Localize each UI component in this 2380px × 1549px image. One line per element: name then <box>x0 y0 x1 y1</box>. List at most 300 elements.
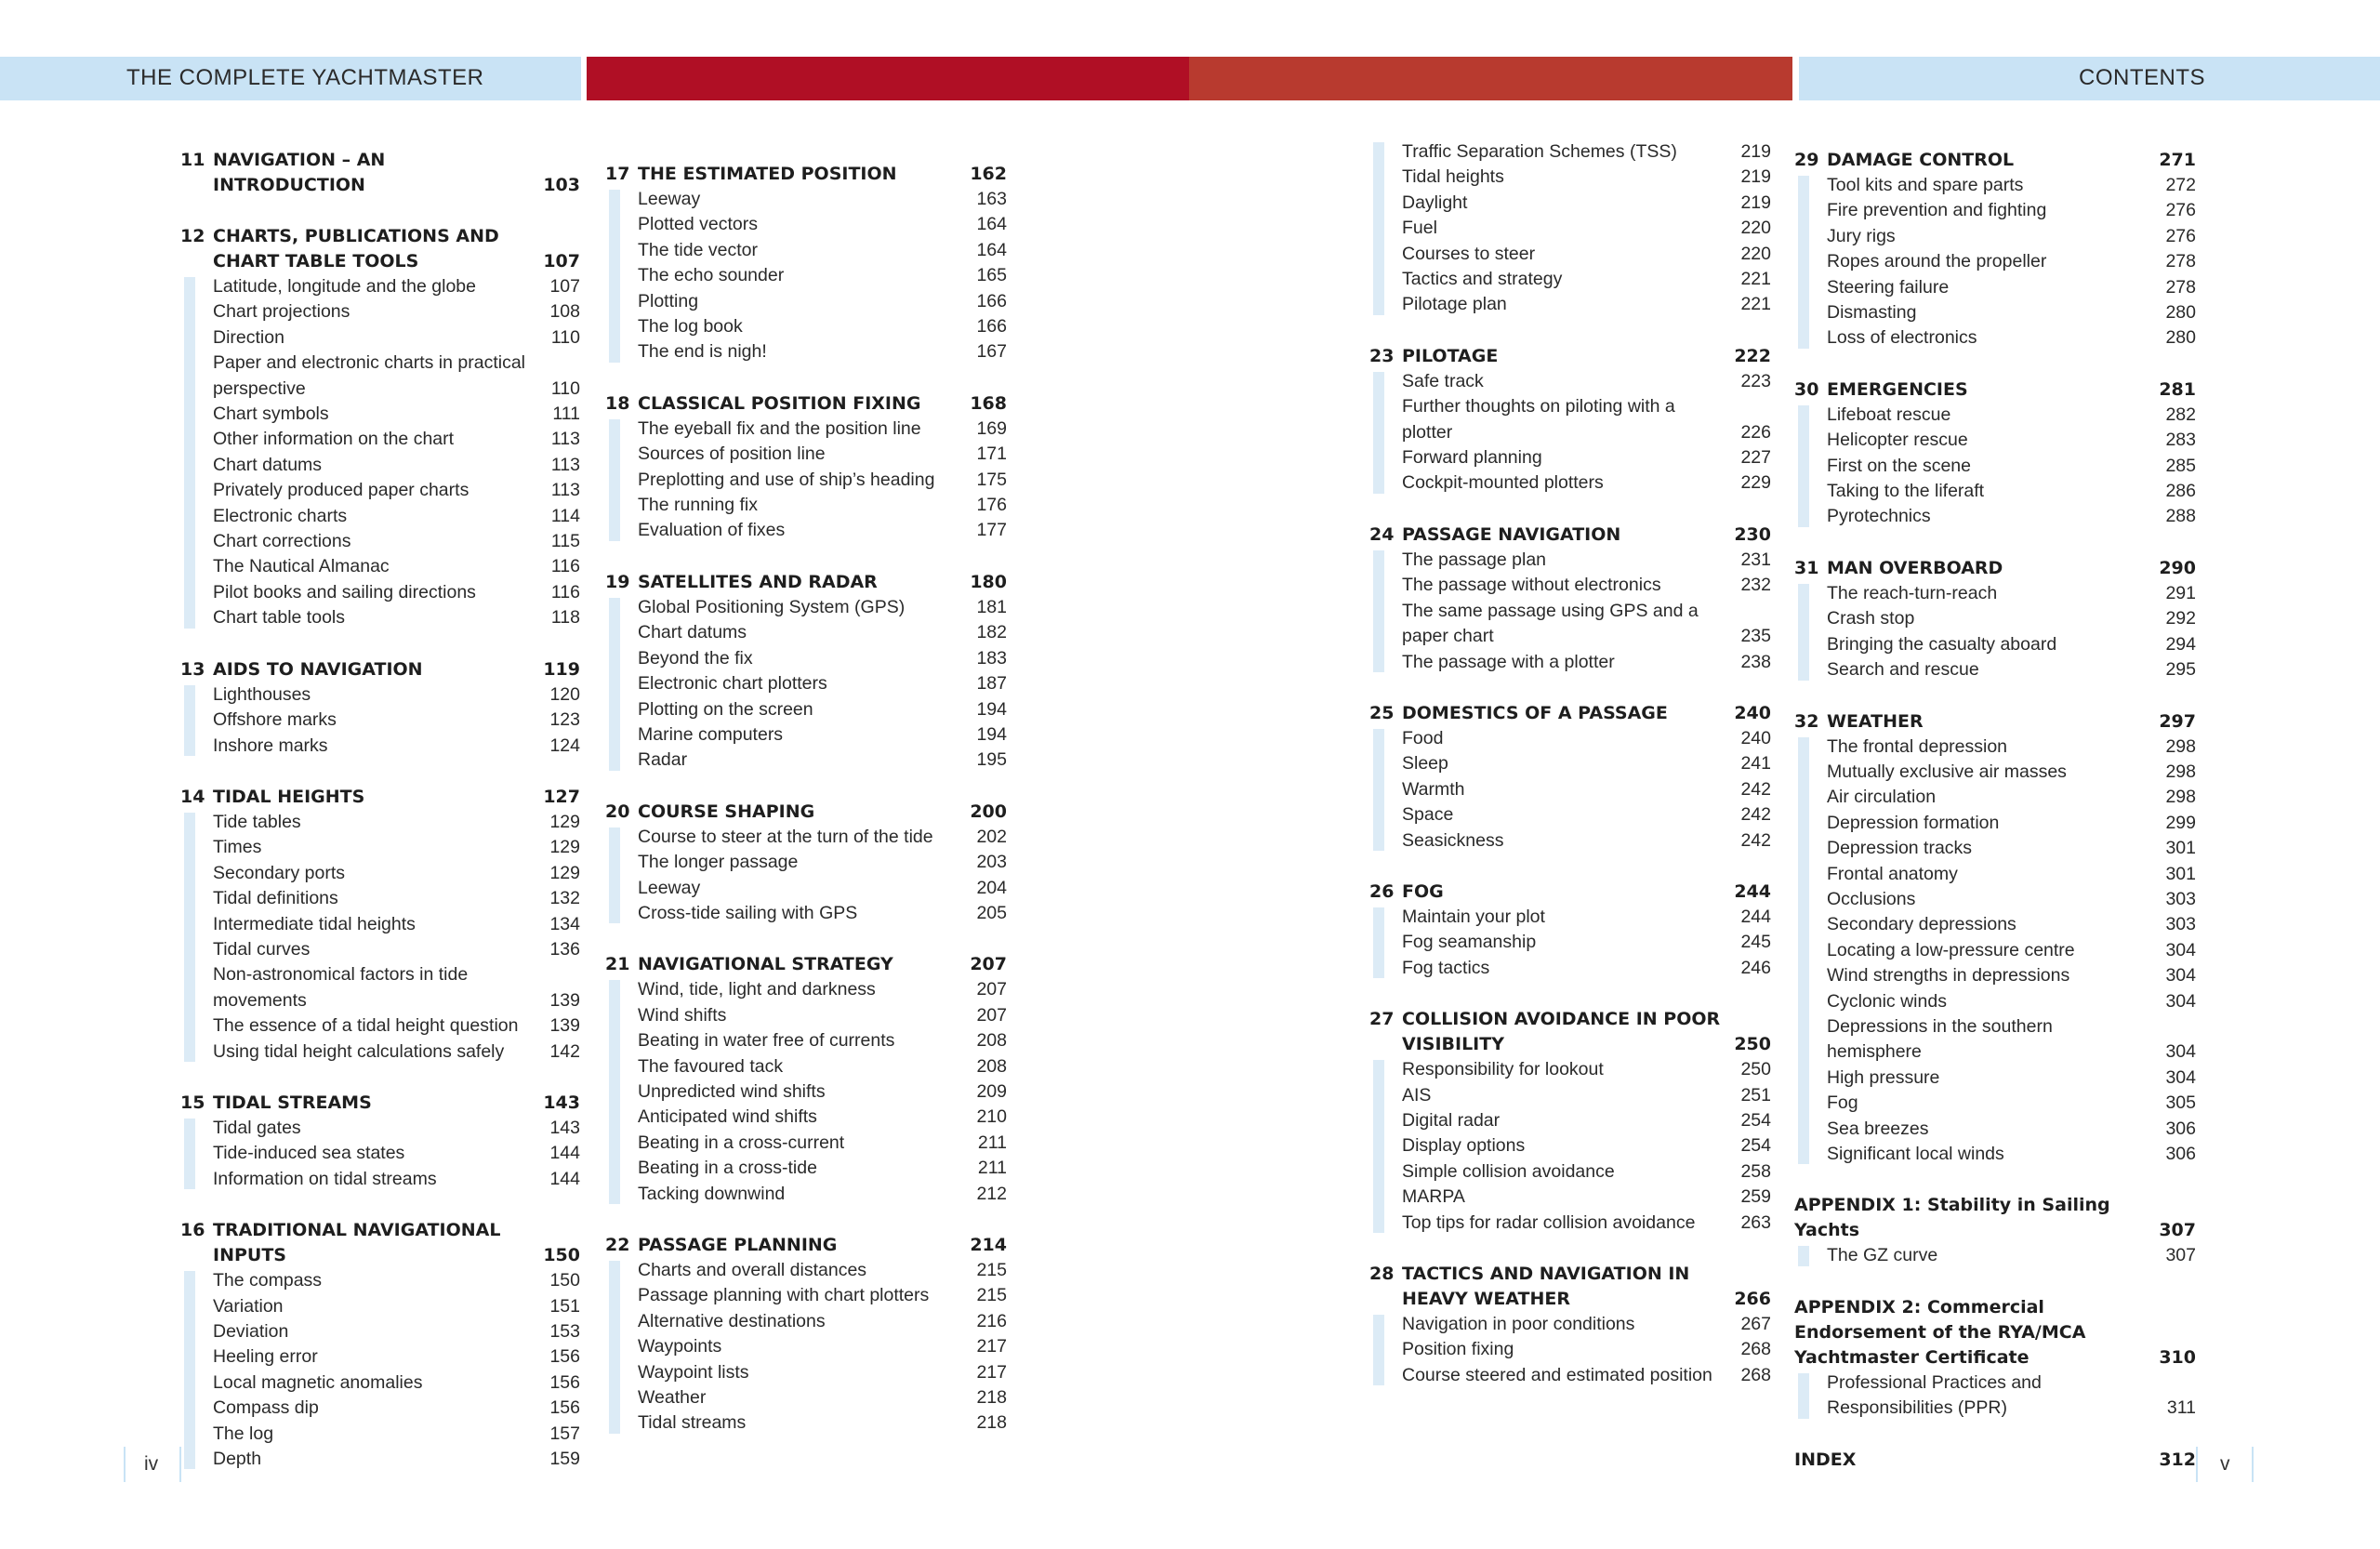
toc-entry <box>638 314 1007 339</box>
entry-page: 163 <box>976 189 1007 209</box>
book-title: THE COMPLETE YACHTMASTER <box>126 65 484 90</box>
toc-entry <box>1402 242 1771 267</box>
chapter-page: 297 <box>2159 710 2196 732</box>
chapter-number: 27 <box>1369 1009 1395 1030</box>
section-title: CONTENTS <box>2079 65 2205 90</box>
toc-entry <box>638 620 1007 645</box>
entry-title: Pyrotechnics <box>1827 506 1931 527</box>
entry-title: Plotted vectors <box>638 214 758 235</box>
entry-title: Safe track <box>1402 370 1484 391</box>
chapter-page: 310 <box>2159 1346 2196 1368</box>
entry-title: Tide tables <box>213 811 301 832</box>
entry-page: 299 <box>2165 812 2196 833</box>
entry-title: Fog <box>1827 1092 1858 1114</box>
chapter-heading <box>1794 709 2196 735</box>
chapter-title: APPENDIX 1: Stability in Sailing Yachts <box>1794 1195 2110 1241</box>
entry-title: Chart table tools <box>213 607 345 629</box>
entry-list <box>609 825 1007 927</box>
entry-page: 153 <box>549 1321 580 1342</box>
entry-page: 156 <box>549 1397 580 1419</box>
chapter-number: 29 <box>1794 150 1819 170</box>
toc-section <box>605 162 1007 365</box>
entry-title: Non-astronomical factors in tide movements <box>213 964 469 1011</box>
toc-entry <box>638 1360 1007 1385</box>
toc-entry <box>1402 1337 1771 1362</box>
toc-entry <box>1402 267 1771 292</box>
entry-title: Beating in water free of currents <box>638 1030 895 1052</box>
entry-page: 164 <box>976 214 1007 235</box>
entry-title: Fire prevention and fighting <box>1827 200 2047 221</box>
toc-entry <box>638 1385 1007 1410</box>
entry-page: 212 <box>976 1183 1007 1204</box>
entry-title: Preplotting and use of ship’s heading <box>638 469 935 490</box>
entry-page: 245 <box>1740 932 1771 953</box>
chapter-page: 266 <box>1734 1289 1771 1309</box>
entry-title: Helicopter rescue <box>1827 430 1968 451</box>
entry-list <box>1373 369 1771 496</box>
entry-title: Depth <box>213 1449 262 1470</box>
entry-page: 276 <box>2165 225 2196 246</box>
toc-entry <box>213 861 580 886</box>
toc-entry <box>213 1116 580 1141</box>
entry-page: 263 <box>1740 1211 1771 1233</box>
entry-list <box>1373 1312 1771 1388</box>
entry-page: 283 <box>2165 430 2196 451</box>
entry-title: Fog tactics <box>1402 957 1490 978</box>
entry-page: 298 <box>2165 787 2196 808</box>
chapter-heading <box>605 570 1007 595</box>
toc-entry <box>213 682 580 708</box>
entry-title: Leeway <box>638 189 701 209</box>
entry-title: Information on tidal streams <box>213 1168 437 1189</box>
toc-entry <box>1402 216 1771 241</box>
entry-title: Weather <box>638 1387 707 1409</box>
toc-entry <box>213 402 580 427</box>
toc-entry <box>213 453 580 478</box>
chapter-heading <box>605 1233 1007 1258</box>
toc-entry <box>213 554 580 579</box>
toc-entry <box>1402 1185 1771 1210</box>
entry-page: 123 <box>549 709 580 731</box>
entry-title: Other information on the chart <box>213 429 455 450</box>
entry-title: Professional Practices and Responsibilities (PPR) <box>1827 1371 2042 1419</box>
entry-page: 124 <box>549 735 580 756</box>
toc-entry <box>638 238 1007 263</box>
entry-list <box>609 1258 1007 1436</box>
entry-page: 175 <box>976 469 1007 490</box>
toc-section <box>1369 344 1771 496</box>
entry-list <box>1373 726 1771 854</box>
entry-title: Anticipated wind shifts <box>638 1106 817 1128</box>
entry-page: 215 <box>976 1260 1007 1280</box>
entry-title: Chart datums <box>638 622 747 643</box>
chapter-number: 23 <box>1369 345 1395 366</box>
chapter-page: 222 <box>1734 345 1771 366</box>
chapter-number: 28 <box>1369 1264 1395 1284</box>
header-band-red <box>587 57 1189 100</box>
toc-entry <box>638 339 1007 364</box>
toc-entry <box>1402 650 1771 675</box>
chapter-page: 103 <box>543 175 580 195</box>
chapter-title: SATELLITES AND RADAR <box>638 571 878 592</box>
entry-page: 203 <box>976 852 1007 873</box>
entry-title: Jury rigs <box>1827 225 1896 246</box>
entry-title: Tactics and strategy <box>1402 269 1563 290</box>
entry-page: 207 <box>976 979 1007 1000</box>
entry-list <box>1373 139 1771 318</box>
entry-page: 171 <box>976 444 1007 465</box>
entry-title: The GZ curve <box>1827 1245 1938 1266</box>
entry-page: 108 <box>549 301 580 323</box>
entry-page: 208 <box>976 1030 1007 1052</box>
toc-entry <box>1827 504 2196 529</box>
entry-page: 204 <box>976 877 1007 898</box>
toc-entry <box>1402 726 1771 751</box>
chapter-page: 214 <box>970 1235 1007 1255</box>
entry-list <box>1798 1243 2196 1268</box>
toc-entry <box>1402 445 1771 470</box>
entry-page: 304 <box>2165 1066 2196 1088</box>
chapter-page: 168 <box>970 392 1007 414</box>
toc-entry <box>1827 403 2196 428</box>
entry-page: 115 <box>550 531 580 552</box>
entry-page: 216 <box>976 1310 1007 1331</box>
entry-page: 285 <box>2165 455 2196 476</box>
chapter-page: 230 <box>1734 523 1771 545</box>
entry-page: 244 <box>1740 906 1771 927</box>
toc-entry <box>1827 300 2196 325</box>
chapter-number: 12 <box>180 226 205 246</box>
toc-column-3 <box>1369 139 1771 1388</box>
toc-section <box>180 224 580 631</box>
toc-entry <box>638 1156 1007 1181</box>
toc-entry <box>1827 887 2196 912</box>
entry-title: The same passage using GPS and a paper chart <box>1402 600 1699 647</box>
chapter-heading <box>1369 1262 1771 1312</box>
toc-section <box>1794 1448 2196 1473</box>
toc-entry <box>1827 811 2196 836</box>
entry-title: First on the scene <box>1827 455 1971 476</box>
entry-page: 150 <box>549 1270 580 1291</box>
entry-page: 258 <box>1740 1160 1771 1182</box>
entry-title: Intermediate tidal heights <box>213 913 416 934</box>
toc-section <box>605 952 1007 1207</box>
entry-page: 304 <box>2165 1041 2196 1063</box>
entry-page: 291 <box>2165 582 2196 603</box>
entry-title: Bringing the casualty aboard <box>1827 633 2057 655</box>
toc-section <box>1794 709 2196 1168</box>
entry-title: The essence of a tidal height question <box>213 1015 519 1037</box>
entry-page: 182 <box>976 622 1007 643</box>
entry-page: 169 <box>976 417 1007 439</box>
entry-page: 156 <box>549 1346 580 1368</box>
toc-entry <box>638 1079 1007 1105</box>
toc-entry <box>1402 828 1771 854</box>
entry-title: Navigation in poor conditions <box>1402 1314 1635 1334</box>
entry-page: 157 <box>549 1423 580 1444</box>
toc-entry <box>638 977 1007 1002</box>
chapter-page: 240 <box>1734 702 1771 723</box>
toc-entry <box>213 810 580 835</box>
entry-title: Top tips for radar collision avoidance <box>1402 1211 1696 1233</box>
entry-page: 139 <box>549 989 580 1011</box>
chapter-heading <box>180 148 580 198</box>
toc-entry <box>638 595 1007 620</box>
toc-entry <box>1402 1057 1771 1082</box>
entry-title: Digital radar <box>1402 1109 1501 1131</box>
entry-title: Search and rescue <box>1827 659 1979 681</box>
entry-page: 209 <box>976 1080 1007 1102</box>
entry-title: Traffic Separation Schemes (TSS) <box>1402 141 1677 162</box>
entry-page: 194 <box>976 723 1007 745</box>
toc-entry <box>1402 930 1771 955</box>
toc-section <box>1794 377 2196 530</box>
entry-page: 215 <box>976 1285 1007 1306</box>
chapter-number: 17 <box>605 164 630 184</box>
toc-entry <box>1827 760 2196 785</box>
toc-entry <box>638 212 1007 237</box>
chapter-title: COURSE SHAPING <box>638 801 815 822</box>
entry-page: 136 <box>549 938 580 960</box>
entry-title: Crash stop <box>1827 608 1915 629</box>
entry-title: Position fixing <box>1402 1339 1514 1360</box>
toc-entry <box>1827 198 2196 223</box>
entry-page: 113 <box>550 480 580 501</box>
toc-entry <box>638 1131 1007 1156</box>
chapter-page: 281 <box>2159 378 2196 400</box>
toc-entry <box>638 1258 1007 1283</box>
toc-entry <box>638 850 1007 875</box>
toc-entry <box>1402 573 1771 598</box>
toc-entry <box>1827 1091 2196 1116</box>
entry-page: 118 <box>550 607 580 629</box>
chapter-heading <box>1369 1007 1771 1057</box>
entry-page: 241 <box>1740 753 1771 774</box>
entry-page: 218 <box>976 1412 1007 1434</box>
entry-page: 240 <box>1740 727 1771 748</box>
toc-entry <box>1827 862 2196 887</box>
entry-page: 221 <box>1740 269 1771 290</box>
entry-title: Unpredicted wind shifts <box>638 1080 826 1102</box>
entry-title: Alternative destinations <box>638 1310 826 1331</box>
entry-title: The Nautical Almanac <box>213 556 390 577</box>
toc-entry <box>1827 785 2196 810</box>
toc-entry <box>1827 1014 2196 1066</box>
toc-entry <box>1827 249 2196 274</box>
toc-section <box>180 785 580 1065</box>
entry-page: 242 <box>1740 829 1771 851</box>
entry-title: Beating in a cross-tide <box>638 1158 817 1179</box>
toc-entry <box>213 1167 580 1192</box>
entry-page: 220 <box>1740 218 1771 239</box>
entry-page: 307 <box>2165 1245 2196 1266</box>
toc-entry <box>638 493 1007 518</box>
entry-page: 304 <box>2165 939 2196 960</box>
chapter-page: 107 <box>543 251 580 271</box>
chapter-heading <box>1369 880 1771 905</box>
entry-title: Passage planning with chart plotters <box>638 1285 930 1306</box>
entry-title: Wind, tide, light and darkness <box>638 979 876 1000</box>
entry-page: 254 <box>1740 1135 1771 1157</box>
entry-title: Fuel <box>1402 218 1437 239</box>
entry-title: Sources of position line <box>638 444 826 465</box>
chapter-number: 24 <box>1369 523 1395 545</box>
entry-title: Frontal anatomy <box>1827 863 1958 884</box>
toc-entry <box>1402 751 1771 776</box>
toc-section <box>605 800 1007 927</box>
chapter-page: 312 <box>2159 1449 2196 1470</box>
entry-title: Warmth <box>1402 778 1465 800</box>
entry-page: 217 <box>976 1336 1007 1357</box>
entry-title: The compass <box>213 1270 323 1291</box>
entry-page: 176 <box>976 495 1007 516</box>
toc-section <box>180 1218 580 1472</box>
entry-page: 159 <box>549 1449 580 1470</box>
entry-page: 231 <box>1740 549 1771 570</box>
entry-title: Loss of electronics <box>1827 327 1977 349</box>
toc-entry <box>213 1344 580 1370</box>
entry-title: Simple collision avoidance <box>1402 1160 1615 1182</box>
entry-title: Tidal heights <box>1402 166 1504 188</box>
entry-title: Fog seamanship <box>1402 932 1537 953</box>
chapter-title: DOMESTICS OF A PASSAGE <box>1402 702 1668 723</box>
entry-list <box>184 274 580 631</box>
chapter-heading <box>180 1091 580 1116</box>
header-band-red-dark <box>1189 57 1792 100</box>
toc-section <box>1369 880 1771 981</box>
entry-page: 272 <box>2165 175 2196 195</box>
chapter-heading <box>1369 523 1771 548</box>
chapter-number: 13 <box>180 658 205 680</box>
entry-list <box>184 810 580 1065</box>
toc-entry <box>638 1054 1007 1079</box>
entry-page: 226 <box>1740 421 1771 443</box>
toc-entry <box>638 825 1007 850</box>
chapter-title: PASSAGE PLANNING <box>638 1235 838 1255</box>
toc-entry <box>213 478 580 503</box>
entry-page: 207 <box>976 1004 1007 1026</box>
entry-title: AIS <box>1402 1084 1432 1105</box>
entry-list <box>609 595 1007 774</box>
entry-page: 220 <box>1740 243 1771 264</box>
toc-entry <box>213 1039 580 1065</box>
toc-entry <box>1402 548 1771 573</box>
toc-section <box>605 570 1007 774</box>
entry-page: 288 <box>2165 506 2196 527</box>
toc-entry <box>1827 735 2196 760</box>
entry-page: 250 <box>1740 1059 1771 1080</box>
entry-title: The frontal depression <box>1827 735 2008 757</box>
entry-page: 120 <box>549 683 580 705</box>
toc-entry <box>213 835 580 860</box>
entry-page: 223 <box>1740 370 1771 391</box>
toc-entry <box>213 299 580 324</box>
chapter-page: 143 <box>543 1092 580 1113</box>
entry-page: 129 <box>549 837 580 858</box>
entry-page: 246 <box>1740 957 1771 978</box>
entry-title: Local magnetic anomalies <box>213 1371 423 1393</box>
entry-title: Cross-tide sailing with GPS <box>638 902 858 923</box>
chapter-heading <box>1369 701 1771 726</box>
toc-entry <box>638 876 1007 901</box>
chapter-title: MAN OVERBOARD <box>1827 557 2003 578</box>
entry-title: Air circulation <box>1827 787 1937 808</box>
entry-page: 144 <box>549 1143 580 1164</box>
entry-title: Significant local winds <box>1827 1144 2004 1164</box>
entry-page: 298 <box>2165 735 2196 757</box>
toc-entry <box>213 1319 580 1344</box>
entry-list <box>609 417 1007 544</box>
entry-title: Times <box>213 837 262 858</box>
entry-page: 219 <box>1740 192 1771 213</box>
entry-page: 208 <box>976 1055 1007 1077</box>
entry-page: 211 <box>977 1158 1007 1179</box>
toc-entry <box>213 1447 580 1472</box>
chapter-title: PILOTAGE <box>1402 345 1499 366</box>
entry-page: 181 <box>976 596 1007 617</box>
chapter-number: 20 <box>605 801 630 822</box>
entry-title: Wind strengths in depressions <box>1827 965 2070 986</box>
chapter-title: CHARTS, PUBLICATIONS AND CHART TABLE TOOLS <box>213 226 499 271</box>
toc-section <box>1369 1262 1771 1388</box>
chapter-heading <box>605 952 1007 977</box>
entry-page: 107 <box>549 276 580 297</box>
entry-title: Waypoint lists <box>638 1361 749 1383</box>
entry-title: The passage without electronics <box>1402 575 1661 596</box>
toc-entry <box>1827 989 2196 1014</box>
entry-list <box>1798 581 2196 683</box>
entry-title: Dismasting <box>1827 302 1917 324</box>
chapter-heading <box>180 1218 580 1268</box>
chapter-number: 14 <box>180 786 205 807</box>
entry-page: 205 <box>976 902 1007 923</box>
toc-entry <box>1402 369 1771 394</box>
toc-entry <box>213 529 580 554</box>
entry-page: 142 <box>549 1040 580 1062</box>
toc-entry <box>213 962 580 1013</box>
entry-title: Wind shifts <box>638 1004 727 1026</box>
chapter-heading <box>605 800 1007 825</box>
entry-title: Global Positioning System (GPS) <box>638 596 906 617</box>
entry-title: The echo sounder <box>638 265 785 286</box>
toc-section <box>1794 148 2196 351</box>
chapter-page: 244 <box>1734 880 1771 902</box>
toc-entry <box>638 1182 1007 1207</box>
toc-section <box>1369 139 1771 318</box>
entry-page: 306 <box>2165 1144 2196 1164</box>
toc-entry <box>1402 599 1771 650</box>
toc-entry <box>1402 191 1771 216</box>
entry-title: Latitude, longitude and the globe <box>213 276 476 297</box>
page-number-left: iv <box>124 1447 181 1482</box>
toc-entry <box>638 1410 1007 1436</box>
entry-title: Occlusions <box>1827 888 1916 909</box>
entry-page: 167 <box>976 341 1007 363</box>
chapter-number: 15 <box>180 1092 205 1113</box>
toc-entry <box>1402 905 1771 930</box>
entry-title: Marine computers <box>638 723 784 745</box>
chapter-title: EMERGENCIES <box>1827 378 1968 400</box>
entry-page: 305 <box>2165 1092 2196 1114</box>
toc-entry <box>1402 1108 1771 1133</box>
toc-entry <box>1402 1211 1771 1236</box>
entry-title: Charts and overall distances <box>638 1260 867 1280</box>
entry-title: The log book <box>638 316 743 338</box>
toc-entry <box>1827 912 2196 937</box>
chapter-title: PASSAGE NAVIGATION <box>1402 523 1621 545</box>
toc-entry <box>213 886 580 911</box>
entry-title: MARPA <box>1402 1186 1465 1208</box>
